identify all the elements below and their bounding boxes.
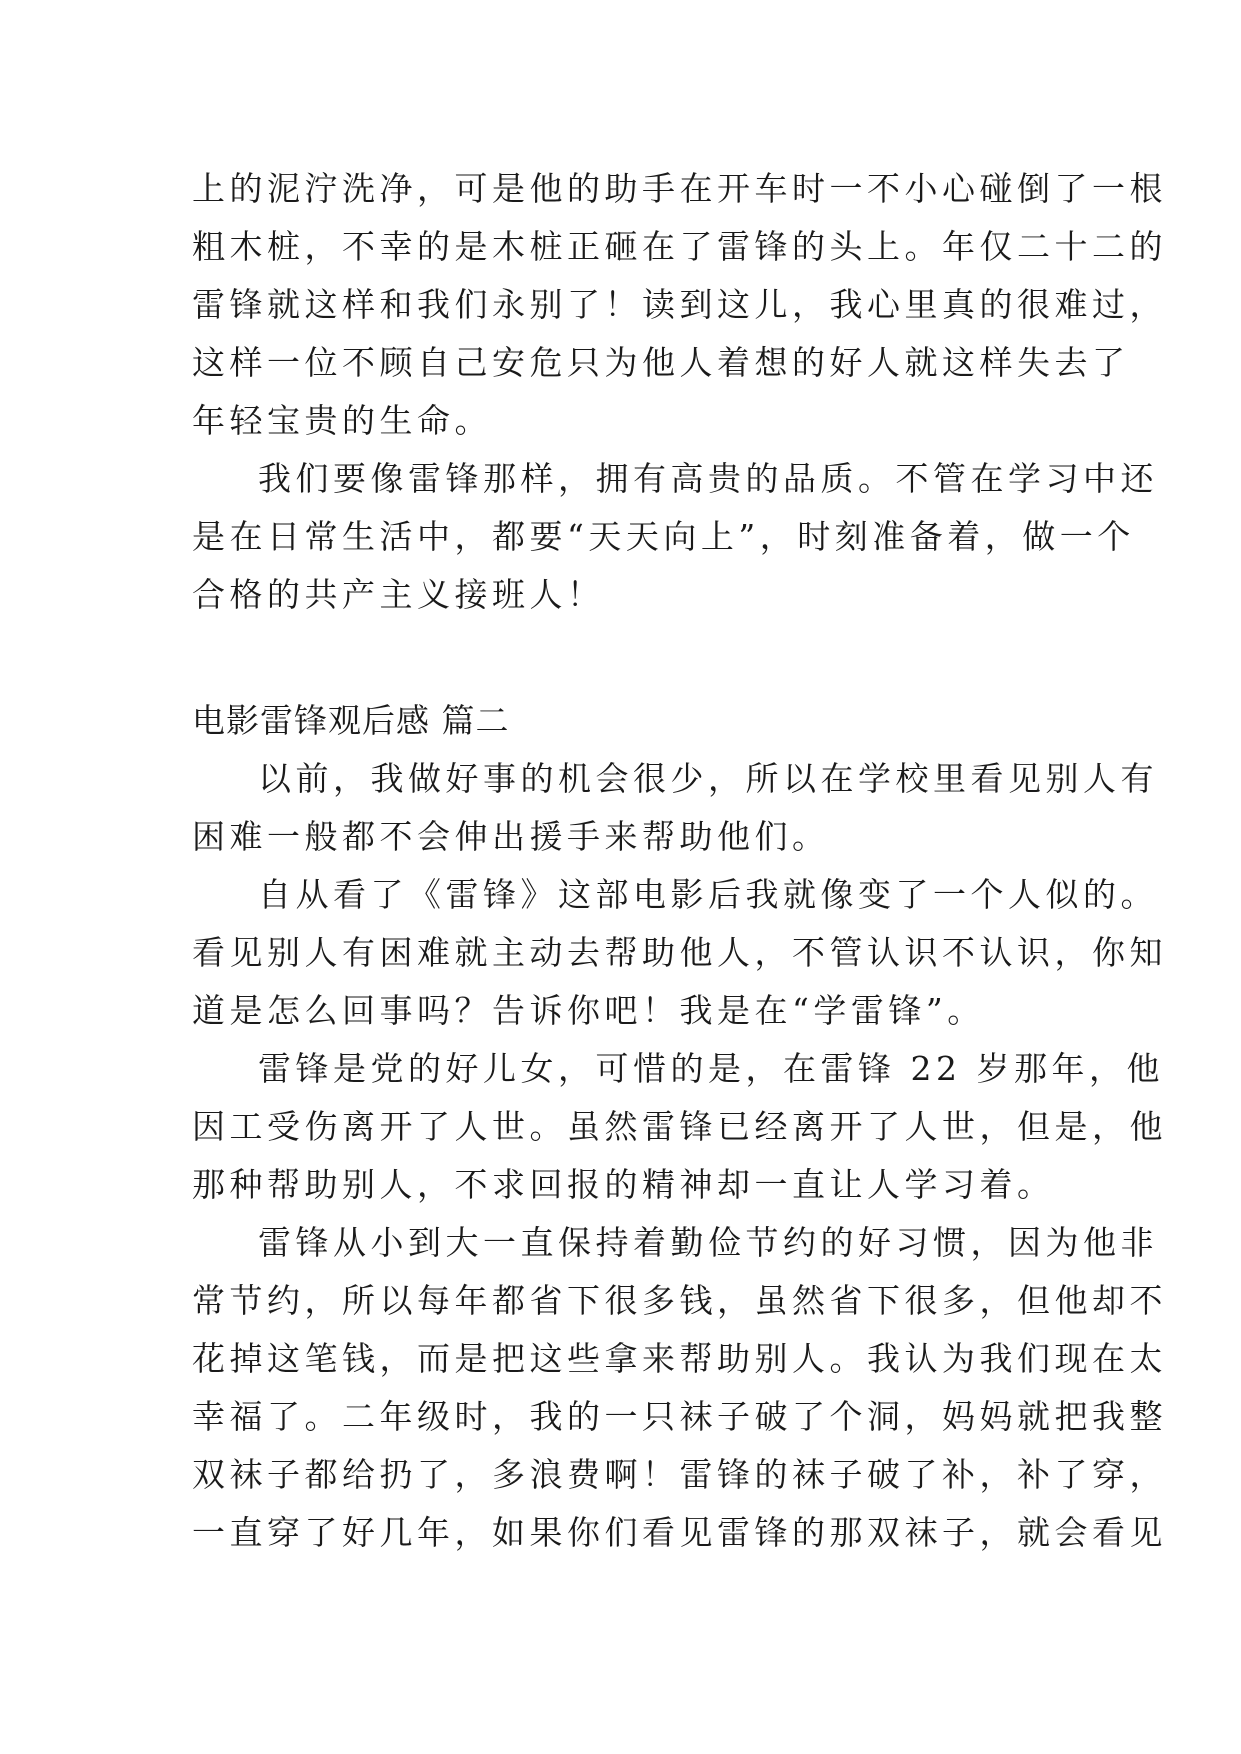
document-body xyxy=(192,160,1167,1562)
text-line: 上的泥泞洗净，可是他的助手在开车时一不小心碰倒了一根 xyxy=(192,169,1167,208)
text-line: 雷锋从小到大一直保持着勤俭节约的好习惯，因为他非 xyxy=(258,1223,1158,1262)
section-heading: 电影雷锋观后感 篇二 xyxy=(192,701,510,740)
text-line: 幸福了。二年级时，我的一只袜子破了个洞，妈妈就把我整 xyxy=(192,1397,1167,1436)
paragraph xyxy=(192,1214,1167,1562)
text-line: 常节约，所以每年都省下很多钱，虽然省下很多，但他却不 xyxy=(192,1281,1167,1320)
text-line: 双袜子都给扔了，多浪费啊！雷锋的袜子破了补，补了穿， xyxy=(192,1455,1167,1494)
paragraph xyxy=(192,750,1158,866)
text-line: 雷锋就这样和我们永别了！读到这儿，我心里真的很难过， xyxy=(192,285,1167,324)
paragraph xyxy=(192,450,1158,624)
text-line: 自从看了《雷锋》这部电影后我就像变了一个人似的。 xyxy=(258,875,1158,914)
text-line: 那种帮助别人，不求回报的精神却一直让人学习着。 xyxy=(192,1165,1055,1204)
text-line: 我们要像雷锋那样，拥有高贵的品质。不管在学习中还 xyxy=(258,459,1158,498)
text-line: 合格的共产主义接班人！ xyxy=(192,575,605,614)
text-line: 年轻宝贵的生命。 xyxy=(192,401,492,440)
text-line: 这样一位不顾自己安危只为他人着想的好人就这样失去了 xyxy=(192,343,1130,382)
section-gap xyxy=(192,624,1052,692)
paragraph xyxy=(192,1040,1167,1214)
text-line: 因工受伤离开了人世。虽然雷锋已经离开了人世，但是，他 xyxy=(192,1107,1167,1146)
text-line: 困难一般都不会伸出援手来帮助他们。 xyxy=(192,817,830,856)
paragraph-continued xyxy=(192,160,1167,450)
text-line: 道是怎么回事吗？告诉你吧！我是在“学雷锋”。 xyxy=(192,991,985,1030)
text-line: 花掉这笔钱，而是把这些拿来帮助别人。我认为我们现在太 xyxy=(192,1339,1167,1378)
paragraph xyxy=(192,866,1167,1040)
text-line: 以前，我做好事的机会很少，所以在学校里看见别人有 xyxy=(258,759,1158,798)
text-line: 是在日常生活中，都要“天天向上”，时刻准备着，做一个 xyxy=(192,517,1135,556)
text-line: 粗木桩，不幸的是木桩正砸在了雷锋的头上。年仅二十二的 xyxy=(192,227,1167,266)
text-line: 一直穿了好几年，如果你们看见雷锋的那双袜子，就会看见 xyxy=(192,1513,1167,1552)
text-line: 雷锋是党的好儿女，可惜的是，在雷锋 22 岁那年，他 xyxy=(258,1049,1164,1088)
text-line: 看见别人有困难就主动去帮助他人，不管认识不认识，你知 xyxy=(192,933,1167,972)
